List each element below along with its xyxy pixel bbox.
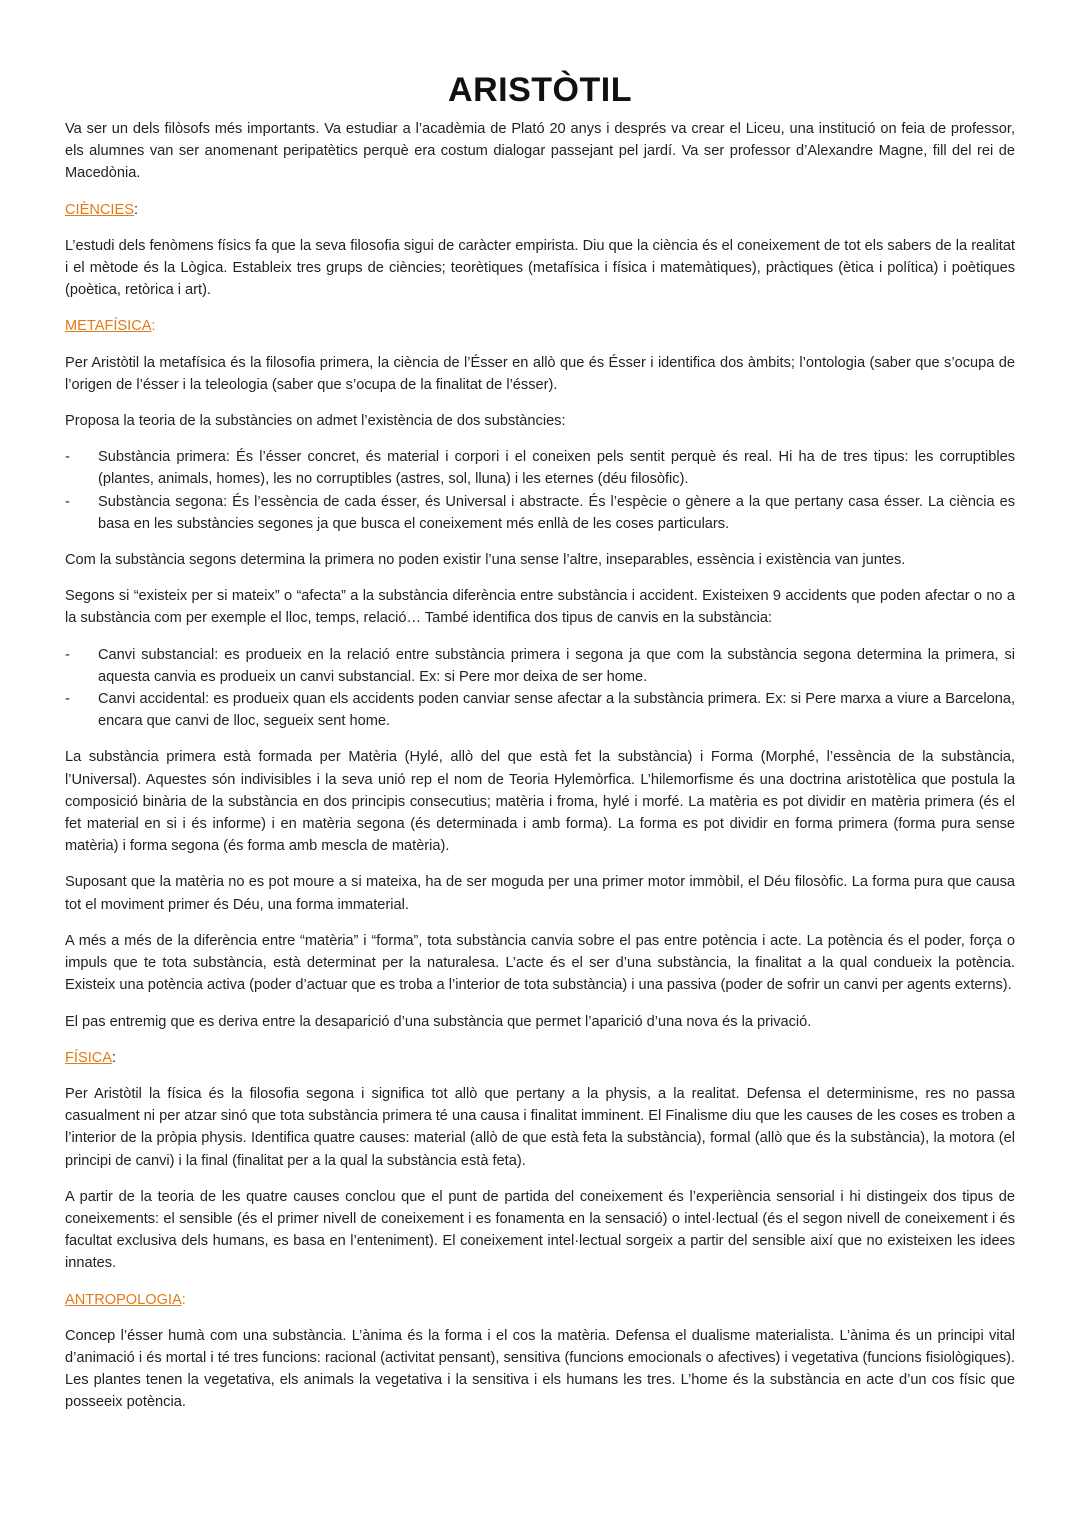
page-title: ARISTÒTIL bbox=[448, 71, 632, 109]
bullet-dash: - bbox=[65, 646, 70, 663]
bullet-dash: - bbox=[65, 493, 70, 510]
bullet-dash: - bbox=[65, 449, 70, 466]
document-page bbox=[65, 68, 1015, 1428]
substancies-list bbox=[65, 446, 1015, 535]
metafisica-paragraph-2: Proposa la teoria de la substàncies on admet l’existència de dos substàncies: bbox=[65, 413, 566, 430]
section-heading-fisica bbox=[65, 1047, 1015, 1069]
list-item-text: Canvi substancial: es produeix en la relació entre substància primera i segona ja que com la substància segona determina la primera, si aquesta canvia es produeix un canvi substancial. Ex: si Pere mor deixa de ser home. bbox=[98, 646, 1015, 685]
section-heading-label: FÍSICA bbox=[65, 1049, 113, 1066]
list-item bbox=[65, 688, 1015, 732]
intro-paragraph: Va ser un dels filòsofs més importants. Va estudiar a l’acadèmia de Plató 20 anys i després va crear el Liceu, una institució on feia de professor, els alumnes van ser anomenant peripatètics perquè era costum dialogar passejant pel jardí. Va ser professor d’Alexandre Magne, fill del rei de Macedònia. bbox=[65, 121, 1015, 182]
list-item-text: Substància segona: És l’essència de cada ésser, és Universal i abstracte. És l’espècie o gènere a la que pertany casa ésser. La ciència es basa en les substàncies segones ja que busca el coneixement més enllà de les coses particulars. bbox=[98, 493, 1015, 532]
section-heading-colon: : bbox=[133, 201, 138, 218]
fisica-paragraph-1: Per Aristòtil la física és la filosofia segona i significa tot allò que pertany a la physis, a la realitat. Defensa el determinisme, res no passa casualment ni per atzar sinó que tota substància primera té una causa i finalitat imminent. El Finalisme diu que les causes de les coses es troben a l’interior de la pròpia physis. Identifica quatre causes: material (allò de que està feta la substància), formal (allò que és la substància), la motora (el principi de canvi) i la final (finalitat per a la qual la substància està feta). bbox=[65, 1085, 1015, 1169]
section-heading-antropologia bbox=[65, 1289, 1015, 1311]
section-heading-label: METAFÍSICA bbox=[65, 318, 152, 335]
metafisica-paragraph-3: Com la substància segons determina la primera no poden existir l’una sense l’altre, inseparables, essència i existència van juntes. bbox=[65, 552, 906, 569]
section-heading-ciencies bbox=[65, 199, 1015, 221]
ciencies-paragraph: L’estudi dels fenòmens físics fa que la seva filosofia sigui de caràcter empirista. Diu que la ciència és el coneixement de tot els sabers de la realitat i el mètode és la Lògica. Estableix tres grups de ciències; teorètiques (metafísica i física i matemàtiques), pràctiques (ètica i política) i poètiques (poètica, retòrica i art). bbox=[65, 237, 1015, 299]
list-item bbox=[65, 446, 1015, 490]
metafisica-paragraph-8: El pas entremig que es deriva entre la desaparició d’una substància que permet l’aparició d’una nova és la privació. bbox=[65, 1013, 812, 1030]
list-item-text: Substància primera: És l’ésser concret, és material i corpori i el coneixen pels sentit perquè és real. Hi ha de tres tipus: les corruptibles (plantes, animals, homes), les no corruptibles (astres, sol, lluna) i les eternes (déu filosòfic). bbox=[98, 449, 1015, 488]
canvis-list bbox=[65, 644, 1015, 733]
metafisica-paragraph-6: Suposant que la matèria no es pot moure a si mateixa, ha de ser moguda per una primer motor immòbil, el Déu filosòfic. La forma pura que causa tot el moviment primer és Déu, una forma immaterial. bbox=[65, 874, 1015, 913]
metafisica-paragraph-7: A més a més de la diferència entre “matèria” i “forma”, tota substància canvia sobre el pas entre potència i acte. La potència és el poder, força o impuls que te tota substància, està determinat per la naturalesa. L’acte és el ser d’una substància, la finalitat a la qual condueix la potència. Existeix una potència activa (poder d’actuar que es troba a l’interior de tota substància) i una passiva (poder de sofrir un canvi per agents externs). bbox=[65, 932, 1015, 994]
fisica-paragraph-2: A partir de la teoria de les quatre causes conclou que el punt de partida del coneixement és l’experiència sensorial i hi distingeix dos tipus de coneixements: el sensible (és el primer nivell de coneixement i es fonamenta en la sensació) o intel·lectual (és el segon nivell de coneixement i és facultat exclusiva dels humans, es basa en l’enteniment). El coneixement intel·lectual sorgeix a partir del sensible així que no existeixen les idees innates. bbox=[65, 1188, 1015, 1272]
metafisica-paragraph-5: La substància primera està formada per Matèria (Hylé, allò del que està fet la substància) i Forma (Morphé, l’essència de la substància, l’Universal). Aquestes són indivisibles i la seva unió rep el nom de Teoria Hylemòrfica. L’hilemorfisme és una doctrina aristotèlica que postula la composició binària de la substància en dos principis consecutius; matèria i froma, hylé i morfé. La matèria es pot dividir en matèria primera (és el fet material en si i és informe) i en matèria segona (és determinada i amb forma). La forma es pot dividir en forma primera (forma pura sense matèria) i forma segona (és forma amb mescla de matèria). bbox=[65, 749, 1015, 855]
section-heading-colon: : bbox=[112, 1049, 117, 1066]
metafisica-paragraph-1: Per Aristòtil la metafísica és la filosofia primera, la ciència de l’Ésser en allò que és Ésser i identifica dos àmbits; l’ontologia (saber que s’ocupa de l’origen de l’ésser i la teleologia (saber que s’ocupa de la finalitat de l’ésser). bbox=[65, 354, 1015, 393]
bullet-dash: - bbox=[65, 691, 70, 708]
section-heading-label: ANTROPOLOGIA bbox=[65, 1291, 182, 1308]
section-heading-colon: : bbox=[181, 1291, 186, 1308]
section-heading-colon: : bbox=[151, 318, 156, 335]
section-heading-label: CIÈNCIES bbox=[65, 201, 134, 218]
antropologia-paragraph: Concep l’ésser humà com una substància. L’ànima és la forma i el cos la matèria. Defensa el dualisme materialista. L’ànima és un principi vital d’animació i és mortal i té tres funcions: racional (activitat pensant), sensitiva (funcions emocionals o afectives) i vegetativa (funcions fisiològiques). Les plantes tenen la vegetativa, els animals la vegetativa i la sensitiva i els humans les tres. L’home és la substància en acte d’un cos físic que posseeix potència. bbox=[65, 1327, 1015, 1411]
list-item bbox=[65, 644, 1015, 688]
list-item-text: Canvi accidental: es produeix quan els accidents poden canviar sense afectar a la substància primera. Ex: si Pere marxa a viure a Barcelona, encara que canvi de lloc, segueix sent home. bbox=[98, 691, 1015, 730]
section-heading-metafisica bbox=[65, 315, 1015, 337]
list-item bbox=[65, 491, 1015, 535]
metafisica-paragraph-4: Segons si “existeix per si mateix” o “afecta” a la substància diferència entre substància i accident. Existeixen 9 accidents que poden afectar o no a la substància com per exemple el lloc, temps, relació… També identifica dos tipus de canvis en la substància: bbox=[65, 588, 1015, 627]
